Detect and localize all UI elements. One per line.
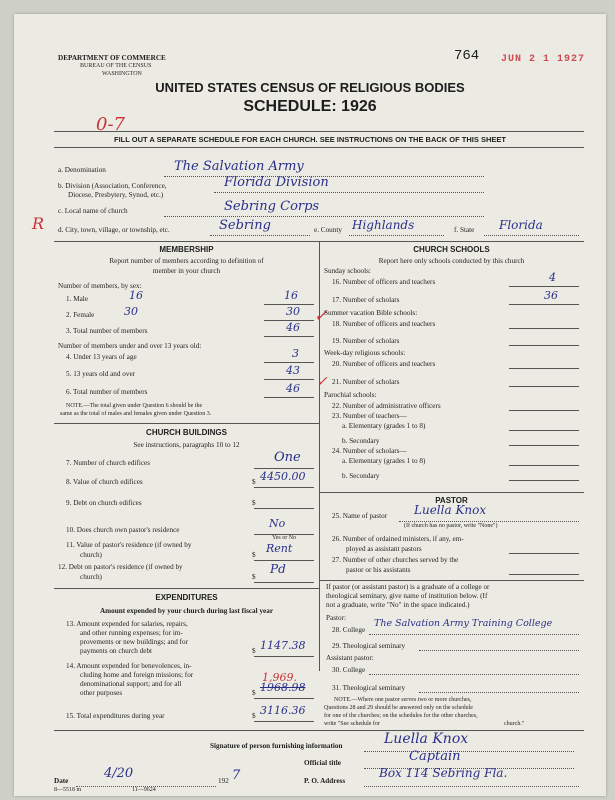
membership-sub2: member in your church	[152, 267, 221, 275]
state-label: f. State	[454, 226, 475, 234]
residence-debt-label: 12. Debt on pastor's residence (if owned by	[58, 563, 183, 571]
membership-note-2: same as the total of males and females given under Question 3.	[60, 411, 212, 417]
grad-note-3: not a graduate, write "No" in the space indicated.)	[326, 601, 470, 609]
female-value: 30	[286, 305, 300, 318]
q27-line1: 27. Number of other churches served by the	[332, 556, 459, 564]
buildings-sub: See instructions, paragraphs 10 to 12	[133, 441, 240, 449]
county-label: e. County	[314, 226, 342, 234]
q28-label: 28. College	[332, 626, 366, 634]
signature-value: Luella Knox	[384, 731, 469, 747]
year-prefix: 192	[218, 777, 229, 785]
yes-no-hint: Yes or No	[272, 535, 297, 541]
pastor-note-1: NOTE.—Where one pastor serves two or more churches,	[334, 697, 472, 703]
q26-line2: ployed as assistant pastors	[346, 545, 422, 553]
address-value: Box 114 Sebring Fla.	[379, 766, 508, 780]
title-label: Official title	[304, 759, 341, 767]
total-members-2-label: 6. Total number of members	[66, 388, 148, 396]
male-label: 1. Male	[66, 295, 88, 303]
q23-label: 23. Number of teachers—	[332, 412, 407, 420]
q13-line3: provements or new buildings; and for	[80, 638, 188, 646]
year-digit: 7	[232, 768, 241, 783]
pastor-note-3: for one of the churches; on the schedules for the other churches,	[324, 713, 478, 719]
residence-value-label-2: church)	[80, 551, 102, 559]
residence-value-label: 11. Value of pastor's residence (if owned by	[66, 541, 192, 549]
city-label: WASHINGTON	[102, 71, 142, 77]
q28-value: The Salvation Army Training College	[374, 618, 553, 629]
residence-own-value: No	[269, 517, 286, 530]
check-mark: ✓	[314, 306, 328, 325]
q17-label: 17. Number of scholars	[332, 296, 400, 304]
county-value: Highlands	[352, 218, 415, 232]
q15-value: 3116.36	[260, 704, 306, 717]
q16-value: 4	[549, 271, 556, 284]
city-value: Sebring	[219, 218, 271, 233]
check-mark-2: ✓	[316, 374, 328, 390]
date-label: Date	[54, 777, 69, 785]
city-field-label: d. City, town, village, or township, etc.	[58, 226, 170, 234]
title-value: Captain	[409, 749, 461, 764]
denomination-label: a. Denomination	[58, 166, 106, 174]
division-label: b. Division (Association, Conference,	[58, 182, 167, 190]
q30-label: 30. College	[332, 666, 366, 674]
residence-own-label: 10. Does church own pastor's residence	[66, 526, 180, 534]
dollar-11: $	[252, 551, 256, 559]
total-members-value: 46	[286, 321, 300, 334]
q14-line3: denominational support; and for all	[80, 680, 182, 688]
q19-label: 19. Number of scholars	[332, 337, 400, 345]
q23b-label: b. Secondary	[342, 437, 380, 445]
schools-title: CHURCH SCHOOLS	[413, 245, 490, 254]
under-13-label: 4. Under 13 years of age	[66, 353, 137, 361]
q29-label: 29. Theological seminary	[332, 642, 406, 650]
q17-value: 36	[544, 289, 558, 302]
schools-sub: Report here only schools conducted by this church	[378, 257, 525, 265]
q20-label: 20. Number of officers and teachers	[332, 360, 436, 368]
q21-label: 21. Number of scholars	[332, 378, 400, 386]
over-13-label: 5. 13 years old and over	[66, 370, 136, 378]
q31-label: 31. Theological seminary	[332, 684, 406, 692]
q25-note: (If church has no pastor, write "None")	[404, 523, 498, 529]
male-hw: 16	[129, 289, 143, 302]
dept-label: DEPARTMENT OF COMMERCE	[58, 54, 166, 62]
q25-value: Luella Knox	[414, 503, 487, 517]
q15-label: 15. Total expenditures during year	[66, 712, 165, 720]
male-value: 16	[284, 289, 298, 302]
print-code-2: 11—9624	[132, 787, 156, 793]
dollar-13: $	[252, 647, 256, 655]
received-stamp: JUN 2 1 1927	[501, 54, 586, 65]
q24a-label: a. Elementary (grades 1 to 8)	[342, 457, 426, 465]
pastor-title: PASTOR	[435, 496, 468, 505]
dollar-12: $	[252, 573, 256, 581]
buildings-title: CHURCH BUILDINGS	[146, 428, 227, 437]
q13-line2: and other running expenses; for im-	[80, 629, 183, 637]
edifices-label: 7. Number of church edifices	[66, 459, 151, 467]
edifice-debt-label: 9. Debt on church edifices	[66, 499, 142, 507]
membership-sub1: Report number of members according to definition of	[109, 257, 264, 265]
dollar-15: $	[252, 712, 256, 720]
q22-label: 22. Number of administrative officers	[332, 402, 441, 410]
q14-value: 1968.98	[260, 681, 306, 694]
q23a-label: a. Elementary (grades 1 to 8)	[342, 422, 426, 430]
dollar-9: $	[252, 499, 256, 507]
q14-line2: cluding home and foreign missions; for	[80, 671, 194, 679]
state-value: Florida	[499, 218, 543, 232]
edifice-value-value: 4450.00	[260, 470, 306, 483]
summer-label: Summer vacation Bible schools:	[324, 309, 418, 317]
q13-line1: 13. Amount expended for salaries, repairs,	[66, 620, 188, 628]
pastor-note-5: church."	[504, 721, 525, 727]
membership-title: MEMBERSHIP	[159, 245, 214, 254]
total-members-label: 3. Total number of members	[66, 327, 148, 335]
q24-label: 24. Number of scholars—	[332, 447, 407, 455]
local-name-label: c. Local name of church	[58, 207, 128, 215]
weekday-label: Week-day religious schools:	[324, 349, 406, 357]
print-code: 8—5518 m	[54, 787, 82, 793]
residence-debt-value: Pd	[270, 562, 286, 576]
q27-line2: pastor or his assistants	[346, 566, 411, 574]
sunday-label: Sunday schools:	[324, 267, 371, 275]
grad-note-1: If pastor (or assistant pastor) is a graduate of a college or	[326, 583, 490, 591]
instruction-banner: FILL OUT A SEPARATE SCHEDULE FOR EACH CHURCH. SEE INSTRUCTIONS ON THE BACK OF THIS SHEET	[114, 135, 506, 144]
q14-line1: 14. Amount expended for benevolences, in-	[66, 662, 192, 670]
pastor-sub-label: Pastor:	[326, 614, 346, 622]
pastor-note-2: Questions 28 and 29 should be answered only on the schedule	[324, 705, 473, 711]
division-label-2: Diocese, Presbytery, Synod, etc.)	[68, 191, 164, 199]
parochial-label: Parochial schools:	[324, 391, 377, 399]
membership-note-1: NOTE.—The total given under Question 6 should be the	[66, 403, 203, 409]
pastor-note-4: write "See schedule for	[324, 721, 380, 727]
date-value: 4/20	[104, 766, 134, 781]
local-name-value: Sebring Corps	[224, 199, 320, 214]
q13-value: 1147.38	[260, 639, 306, 652]
schedule-title: SCHEDULE: 1926	[243, 98, 377, 115]
signature-label: Signature of person furnishing information	[210, 742, 343, 750]
q13-line4: payments on church debt	[80, 647, 153, 655]
schedule-number: 764	[454, 48, 480, 64]
division-value: Florida Division	[224, 175, 329, 190]
form-title: UNITED STATES CENSUS OF RELIGIOUS BODIES	[155, 80, 465, 95]
expenditures-sub: Amount expended by your church during last fiscal year	[99, 607, 274, 615]
expenditures-title: EXPENDITURES	[155, 593, 218, 602]
residence-debt-label-2: church)	[80, 573, 102, 581]
by-sex-label: Number of members, by sex:	[58, 282, 142, 290]
over-13-value: 43	[286, 364, 300, 377]
residence-value-value: Rent	[266, 542, 293, 555]
office-code: 0-7	[96, 114, 125, 135]
q18-label: 18. Number of officers and teachers	[332, 320, 436, 328]
q26-line1: 26. Number of ordained ministers, if any, em-	[332, 535, 464, 543]
asst-pastor-label: Assistant pastor:	[326, 654, 374, 662]
q16-label: 16. Number of officers and teachers	[332, 278, 436, 286]
edifice-value-label: 8. Value of church edifices	[66, 478, 143, 486]
female-hw: 30	[124, 305, 138, 318]
bureau-label: BUREAU OF THE CENSUS	[80, 63, 152, 69]
q14-line4: other purposes	[80, 689, 123, 697]
dollar-14: $	[252, 689, 256, 697]
total-members-2-value: 46	[286, 382, 300, 395]
dollar-8: $	[252, 478, 256, 486]
denomination-value: The Salvation Army	[174, 159, 304, 174]
female-label: 2. Female	[66, 311, 95, 319]
grad-note-2: theological seminary, give name of institution below. (If	[326, 592, 488, 600]
q24b-label: b. Secondary	[342, 472, 380, 480]
edifices-value: One	[274, 450, 301, 465]
r-mark: R	[32, 214, 45, 233]
schedule-sheet	[14, 14, 606, 796]
age-label: Number of members under and over 13 years old:	[58, 342, 202, 350]
address-label: P. O. Address	[304, 777, 346, 785]
q25-label: 25. Name of pastor	[332, 512, 388, 520]
under-13-value: 3	[292, 347, 299, 360]
q14-red-value: 1,969.	[262, 671, 297, 684]
